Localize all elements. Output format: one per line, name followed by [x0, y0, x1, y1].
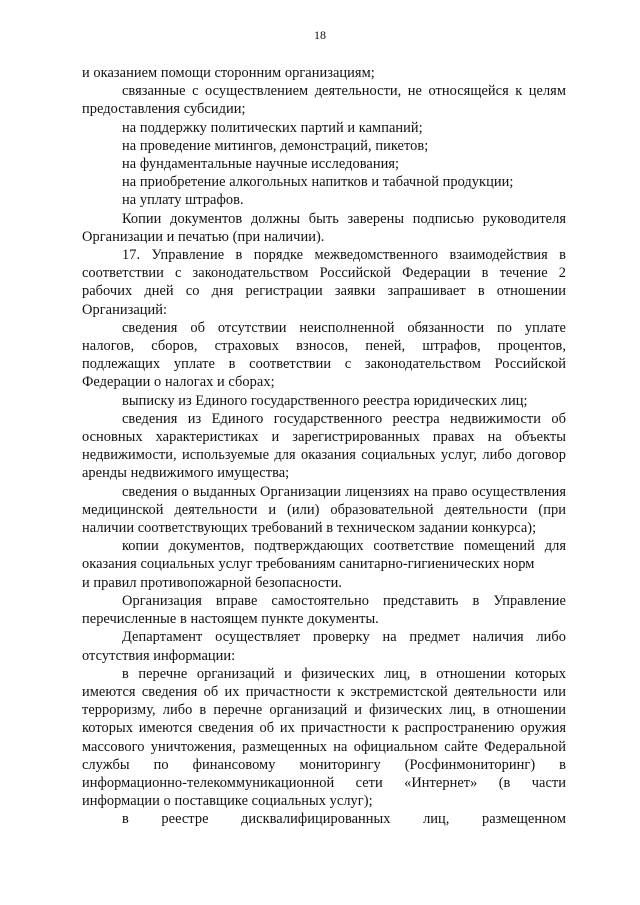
paragraph: и правил противопожарной безопасности. — [82, 574, 342, 591]
paragraph: сведения об отсутствии неисполненной обязанности по уплате налогов, сборов, страховых взносов, пеней, штрафов, процентов, подлежащих уплате в соответствии с законодательством Российской Федерации о налогах и сборах; — [82, 319, 566, 391]
paragraph: копии документов, подтверждающих соответствие помещений для оказания социальных услуг требованиям санитарно-гигиенических норм — [82, 538, 566, 573]
paragraph: и оказанием помощи сторонним организациям; — [82, 65, 375, 81]
paragraph: Организация вправе самостоятельно представить в Управление перечисленные в настоящем пункте документы. — [82, 592, 566, 628]
paragraph: на уплату штрафов. — [122, 192, 244, 209]
paragraph: выписку из Единого государственного реестра юридических лиц; — [122, 392, 528, 409]
page-number: 18 — [314, 28, 326, 42]
paragraph: сведения о выданных Организации лицензиях на право осуществления медицинской деятельности и (или) образовательной деятельности (при наличии соответствующих требований в техническом задании конкурса); — [82, 483, 566, 537]
paragraph: на фундаментальные научные исследования; — [122, 156, 400, 173]
paragraph: в реестре дисквалифицированных лиц, размещенном — [122, 811, 566, 828]
paragraph: связанные с осуществлением деятельности, не относящейся к целям предоставления субсидии; — [82, 83, 566, 118]
paragraph: сведения из Единого государственного реестра недвижимости об основных характеристиках и зарегистрированных правах на объекты недвижимости, используемые для оказания социальных услуг, либо договор аренды недвижимого имущества; — [82, 410, 566, 482]
paragraph-section-17: 17. Управление в порядке межведомственного взаимодействия в соответствии с законодательством Российской Федерации в течение 2 рабочих дней со дня регистрации заявки запрашивает в отношении Организаций: — [82, 247, 566, 318]
paragraph: на поддержку политических партий и кампаний; — [122, 119, 423, 136]
paragraph: на приобретение алкогольных напитков и табачной продукции; — [122, 174, 514, 191]
paragraph: на проведение митингов, демонстраций, пикетов; — [122, 137, 429, 154]
document-body — [82, 64, 566, 829]
paragraph: Копии документов должны быть заверены подписью руководителя Организации и печатью (при наличии). — [82, 210, 566, 245]
paragraph: Департамент осуществляет проверку на предмет наличия либо отсутствия информации: — [82, 629, 566, 664]
paragraph: в перечне организаций и физических лиц, в отношении которых имеются сведения об их причастности к экстремистской деятельности или терроризму, либо в перечне организаций и физических лиц, в отношении которых имеются сведения об их причастности к распространению оружия массового уничтожения, размещенных на официальном сайте Федеральной службы по финансовому мониторингу (Росфинмониторинг) в информационно-телекоммуникационной сети «Интернет» (в части информации о поставщике социальных услуг); — [82, 665, 566, 810]
